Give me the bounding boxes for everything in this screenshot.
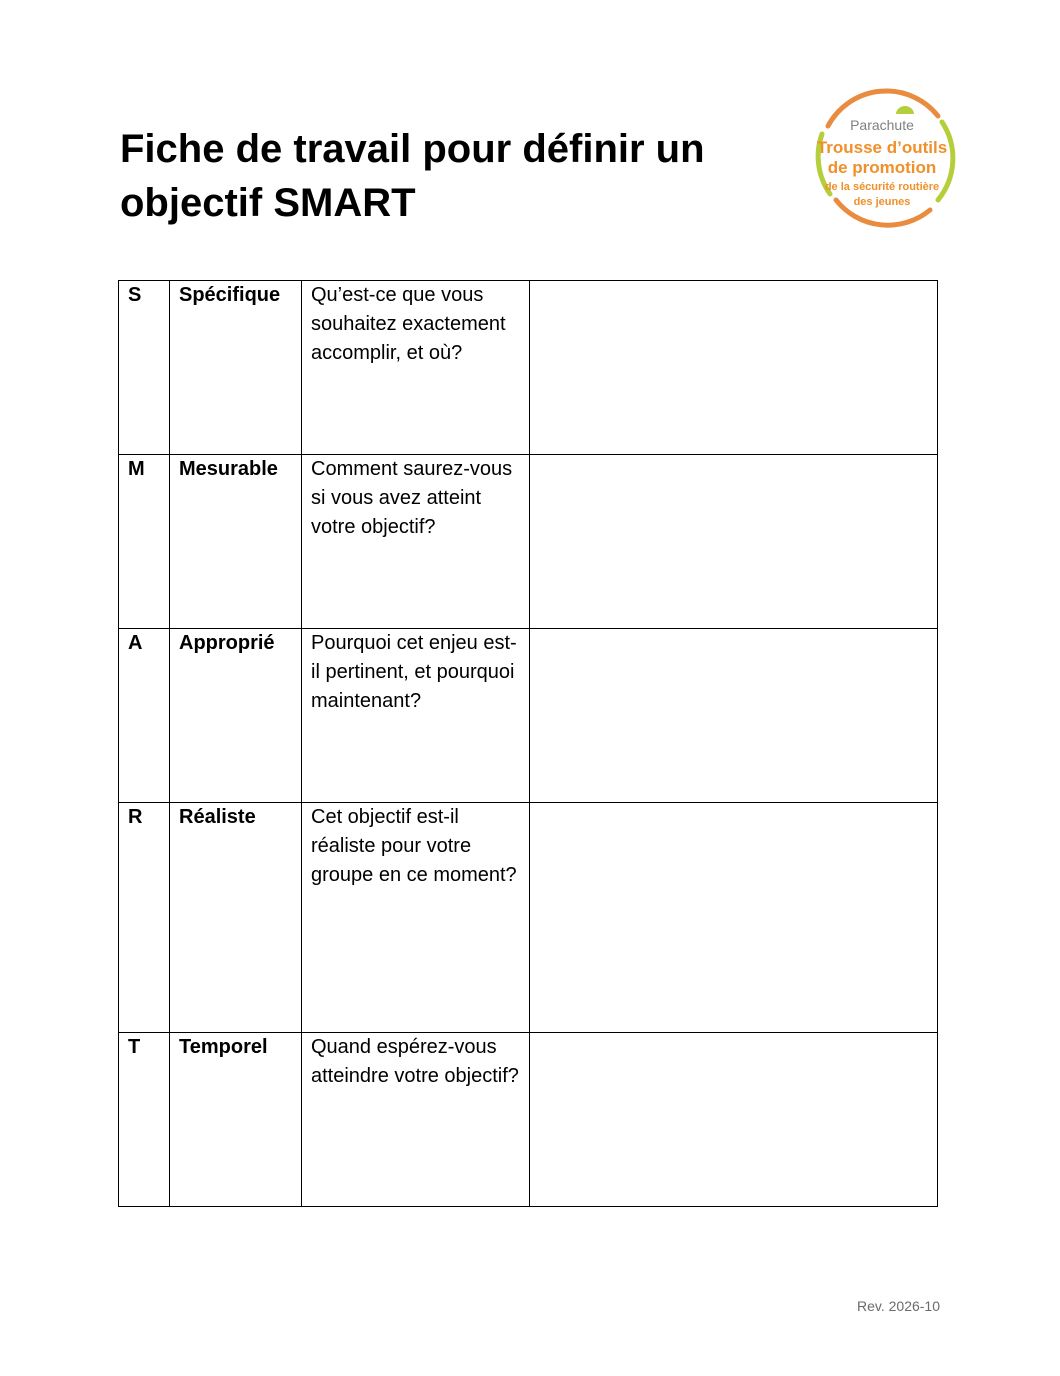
row-letter: S	[119, 281, 170, 455]
row-letter: T	[119, 1033, 170, 1207]
row-term: Approprié	[170, 629, 302, 803]
answer-field[interactable]	[530, 281, 938, 455]
table-row-t	[119, 1033, 938, 1207]
table-row-m	[119, 455, 938, 629]
logo-line1: Trousse d’outils	[816, 138, 948, 157]
parachute-logo	[806, 76, 960, 230]
row-letter: A	[119, 629, 170, 803]
table-row-a	[119, 629, 938, 803]
answer-field[interactable]	[530, 803, 938, 1033]
revision-footer: Rev. 2026-10	[856, 1298, 940, 1314]
row-question: Quand espérez-vous atteindre votre objectif?	[302, 1033, 530, 1207]
row-question: Comment saurez-vous si vous avez atteint votre objectif?	[302, 455, 530, 629]
table-row-s	[119, 281, 938, 455]
row-letter: R	[119, 803, 170, 1033]
row-letter: M	[119, 455, 170, 629]
answer-field[interactable]	[530, 455, 938, 629]
row-term: Mesurable	[170, 455, 302, 629]
table-row-r	[119, 803, 938, 1033]
logo-line3: de la sécurité routière	[824, 181, 940, 193]
logo-line2: de promotion	[827, 158, 937, 177]
answer-field[interactable]	[530, 1033, 938, 1207]
row-term: Réaliste	[170, 803, 302, 1033]
row-question: Qu’est-ce que vous souhaitez exactement accomplir, et où?	[302, 281, 530, 455]
row-term: Temporel	[170, 1033, 302, 1207]
smart-table	[118, 280, 938, 1207]
row-question: Cet objectif est-il réaliste pour votre groupe en ce moment?	[302, 803, 530, 1033]
logo-line4: des jeunes	[853, 196, 911, 208]
page-title: Fiche de travail pour définir un objectif SMART	[120, 127, 705, 225]
row-term: Spécifique	[170, 281, 302, 455]
logo-org: Parachute	[850, 117, 914, 133]
row-question: Pourquoi cet enjeu est-il pertinent, et pourquoi maintenant?	[302, 629, 530, 803]
answer-field[interactable]	[530, 629, 938, 803]
parachute-icon	[896, 106, 914, 114]
